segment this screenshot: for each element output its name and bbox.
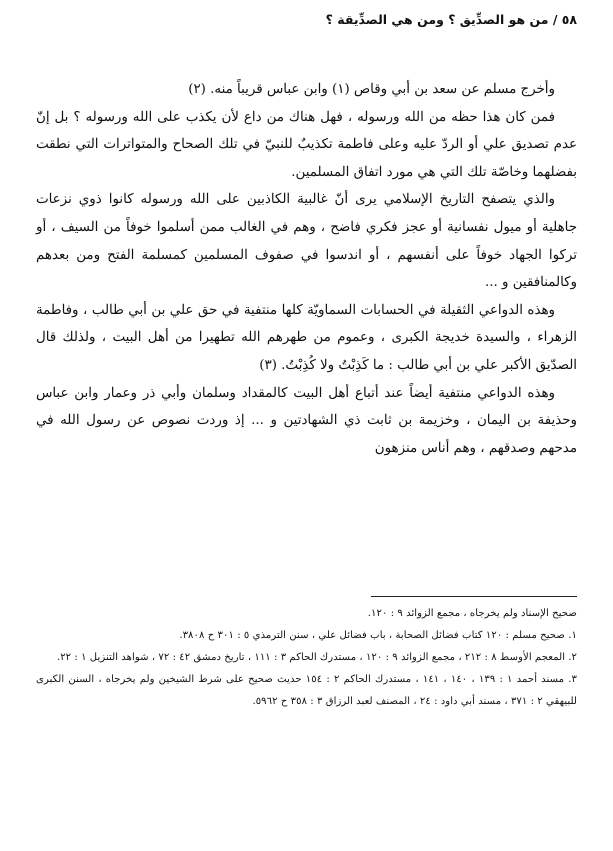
main-text — [36, 76, 577, 462]
footnote: ٣. مسند أحمد ١ : ١٣٩ ، ١٤٠ ، ١٤١ ، مستدرك الحاكم ٢ : ١٥٤ حديث صحيح على شرط الشيخين ولم يخرجاه ، السنن الكبرى للبيهقي ٢ : ٣٧١ ، مسند أبي داود : ٢٤ ، المصنف لعبد الرزاق ٣ : ٣٥٨ ح ٥٩٦٢. — [36, 674, 578, 707]
footnotes — [36, 603, 577, 713]
paragraph: وهذه الدواعي منتفية أيضاً عند أتباع أهل البيت كالمقداد وسلمان وأبي ذر وعمار وابن عباس وحذيفة بن اليمان ، وخزيمة بن ثابت ذي الشهادتين و ... إذ وردت نصوص عن رسول الله في مدحهم وصدقهم ، وهم أناس منزهون — [36, 385, 577, 456]
page-header: ٥٨ / من هو الصدِّيق ؟ ومن هي الصدِّيقة ؟ — [325, 12, 577, 27]
footnote: ٢. المعجم الأوسط ٨ : ٢١٢ ، مجمع الزوائد ٩ : ١٢٠ ، مستدرك الحاكم ٣ : ١١١ ، تاريخ دمشق ٤٢ : ٧٢ ، شواهد التنزيل ١ : ٢٢. — [56, 652, 577, 663]
paragraph: وهذه الدواعي الثقيلة في الحسابات السماويّة كلها منتفية في حق علي بن أبي طالب ، وفاطمة الزهراء ، والسيدة خديجة الكبرى ، وعموم من طهرهم الله تطهيرا من أهل البيت ، ولذلك قال الصدّيق الأكبر علي بن أبي طالب : ما كَذِبْتُ ولا كُذِبْتُ. (٣) — [36, 302, 577, 373]
paragraph: والذي يتصفح التاريخ الإسلامي يرى أنّ غالبية الكاذبين على الله ورسوله كانوا ذوي نزعات جاهلية أو ميول نفسانية أو عجز فكري فاضح ، وهم في الغالب ممن أسلموا خوفاً من السيف ، أو تركوا الجهاد خوفاً على أنفسهم ، أو اندسوا في صفوف المسلمين كمسلمة الفتح ومن بعدهم وكالمنافقين و ... — [36, 192, 577, 291]
footnote-divider — [371, 596, 577, 597]
paragraph: وأخرج مسلم عن سعد بن أبي وقاص (١) وابن عباس قريباً منه. (٢) — [188, 82, 555, 97]
footnote: صحيح الإسناد ولم يخرجاه ، مجمع الزوائد ٩ : ١٢٠. — [367, 608, 577, 619]
footnote: ١. صحيح مسلم : ١٢٠ كتاب فضائل الصحابة ، باب فضائل علي ، سنن الترمذي ٥ : ٣٠١ ح ٣٨٠٨. — [179, 630, 577, 641]
paragraph: فمن كان هذا حظه من الله ورسوله ، فهل هناك من داع لأن يكذب على الله ورسوله ؟ بل إنّ عدم تصديق علي أو الردّ عليه وعلى فاطمة تكذيبٌ للنبيّ في تلك الصحاح والمتواترات التي نطقت بفضلهما وخاصّة تلك التي هي مورد اتفاق المسلمين. — [36, 109, 577, 180]
